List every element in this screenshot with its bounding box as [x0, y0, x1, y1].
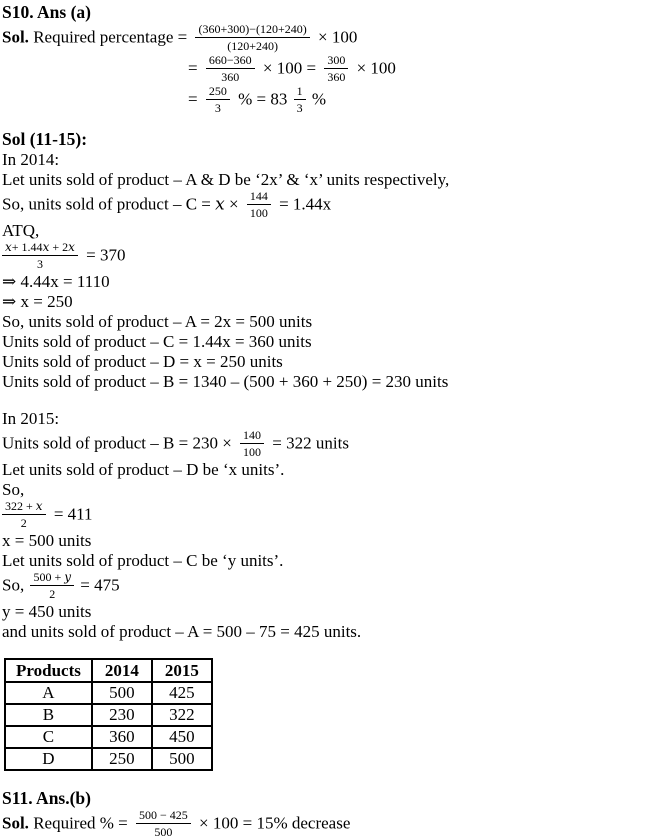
so-label: So,	[2, 575, 25, 595]
table-cell-2015: 500	[152, 748, 212, 770]
d-2015-equation-line	[2, 500, 658, 531]
implies-line-2: ⇒ x = 250	[2, 292, 73, 311]
numeric-term: + 1.44	[11, 240, 43, 254]
variable-x: x	[215, 194, 225, 215]
fraction-denominator: 360	[221, 70, 240, 84]
fraction	[206, 84, 230, 115]
s10-times-100: × 100	[356, 58, 396, 78]
fraction-denominator: 100	[249, 206, 268, 220]
fraction	[206, 53, 255, 84]
fraction-denominator: 3	[214, 101, 221, 115]
table-row	[5, 704, 212, 726]
table-cell-product: C	[5, 726, 92, 748]
assumption-d-2015-line: Let units sold of product – D be ‘x units’.	[2, 460, 285, 479]
times-sign: ×	[228, 194, 239, 214]
numeric-term: 500 +	[33, 570, 65, 584]
fraction-denominator: 100	[243, 445, 262, 459]
fraction	[240, 428, 264, 459]
mixed-number-fraction	[294, 84, 306, 115]
s11-heading: S11. Ans.(b)	[2, 788, 91, 808]
sol-11-15-heading: Sol (11-15):	[2, 129, 88, 149]
s11-section	[2, 788, 658, 840]
products-table	[4, 658, 213, 771]
numeric-term: + 2	[49, 240, 69, 254]
table-cell-2015: 450	[152, 726, 212, 748]
table-cell-2014: 230	[92, 704, 152, 726]
so-label: So,	[2, 480, 25, 499]
equals-sign: =	[188, 89, 198, 109]
table-cell-product: A	[5, 682, 92, 704]
table-cell-2014: 360	[92, 726, 152, 748]
c-2015-equation-result: = 475	[80, 575, 120, 595]
s11-solution-line	[2, 809, 658, 840]
fraction	[247, 189, 271, 220]
d-2015-equation-result: = 411	[53, 504, 93, 524]
s11-result-text: × 100 = 15% decrease	[199, 813, 351, 833]
table-row	[5, 748, 212, 770]
table-cell-2015: 425	[152, 682, 212, 704]
table-header-products: Products	[5, 659, 92, 682]
fraction-numerator: 140	[240, 428, 264, 444]
fraction-denominator: 2	[49, 587, 56, 601]
fraction-denominator: 3	[36, 257, 43, 271]
assumption-c-2015-line: Let units sold of product – C be ‘y units’.	[2, 551, 284, 570]
table-row	[5, 682, 212, 704]
result-product-a-2014: So, units sold of product – A = 2x = 500 units	[2, 312, 313, 331]
fraction-denominator: 500	[154, 825, 173, 839]
table-cell-2015: 322	[152, 704, 212, 726]
fraction-numerator	[2, 240, 78, 256]
fraction	[2, 499, 46, 530]
table-cell-2014: 500	[92, 682, 152, 704]
fraction-denominator: (120+240)	[227, 39, 278, 53]
product-b-prefix: Units sold of product – B = 230 ×	[2, 433, 232, 453]
atq-equation-result: = 370	[86, 245, 126, 265]
assumption-2014-line: Let units sold of product – A & D be ‘2x’ & ‘x’ units respectively,	[2, 170, 450, 189]
table-cell-product: B	[5, 704, 92, 726]
fraction-numerator	[30, 570, 74, 586]
variable-x: x	[68, 240, 75, 254]
numeric-term: 322 +	[5, 499, 36, 513]
table-cell-2014: 250	[92, 748, 152, 770]
table-cell-product: D	[5, 748, 92, 770]
table-header-2015: 2015	[152, 659, 212, 682]
fraction	[195, 22, 309, 53]
result-product-b-2014: Units sold of product – B = 1340 – (500 + 360 + 250) = 230 units	[2, 372, 449, 391]
in-2014-label: In 2014:	[2, 150, 60, 169]
fraction-numerator: 250	[206, 84, 230, 100]
result-y-450: y = 450 units	[2, 602, 92, 621]
variable-x: x	[35, 499, 43, 513]
c-2015-equation-line	[2, 571, 658, 602]
fraction-numerator: 300	[324, 53, 348, 69]
implies-line-1: ⇒ 4.44x = 1110	[2, 272, 110, 291]
result-product-d-2014: Units sold of product – D = x = 250 units	[2, 352, 283, 371]
fraction-numerator: 500 − 425	[136, 808, 191, 824]
in-2015-label: In 2015:	[2, 409, 60, 428]
fraction-numerator: 144	[247, 189, 271, 205]
fraction	[324, 53, 348, 84]
variable-x: x	[42, 240, 50, 254]
percent-sign: %	[311, 89, 327, 109]
result-product-a-2015: and units sold of product – A = 500 – 75 = 425 units.	[2, 622, 362, 641]
s10-mid-text: × 100 =	[262, 58, 317, 78]
atq-equation-line	[2, 241, 658, 272]
variable-x: x	[5, 240, 12, 254]
product-c-equation-line	[2, 190, 658, 221]
s10-intro-text: Required percentage =	[28, 27, 188, 47]
fraction-denominator: 360	[327, 70, 346, 84]
product-c-result: = 1.44x	[279, 194, 332, 214]
s10-section	[2, 2, 658, 116]
table-row	[5, 726, 212, 748]
s10-solution-line-2	[188, 54, 658, 85]
table-header-row	[5, 659, 212, 682]
result-product-c-2014: Units sold of product – C = 1.44x = 360 units	[2, 332, 312, 351]
s10-heading: S10. Ans (a)	[2, 2, 91, 22]
equals-sign: =	[188, 58, 198, 78]
fraction-numerator: (360+300)−(120+240)	[195, 22, 309, 38]
fraction	[30, 570, 74, 601]
fraction-numerator: 660−360	[206, 53, 255, 69]
fraction-denominator: 3	[296, 101, 303, 115]
s10-times-100: × 100	[318, 27, 358, 47]
sol-label: Sol.	[2, 813, 29, 833]
variable-y: y	[64, 570, 72, 584]
fraction	[136, 808, 191, 839]
product-c-prefix: So, units sold of product – C =	[2, 194, 211, 214]
product-b-result: = 322 units	[272, 433, 349, 453]
s11-intro-text: Required % =	[28, 813, 128, 833]
s10-solution-line-1	[2, 23, 658, 54]
atq-label: ATQ,	[2, 221, 40, 240]
table-header-2014: 2014	[92, 659, 152, 682]
fraction-numerator: 1	[294, 84, 306, 100]
sol-11-15-section	[2, 129, 658, 642]
fraction	[2, 240, 78, 271]
s10-solution-line-3	[188, 85, 658, 116]
fraction-numerator	[2, 499, 46, 515]
sol-label: Sol.	[2, 27, 29, 47]
product-b-2015-line	[2, 429, 658, 460]
s10-result-text: % = 83	[238, 89, 288, 109]
fraction-denominator: 2	[20, 516, 27, 530]
result-x-500: x = 500 units	[2, 531, 92, 550]
